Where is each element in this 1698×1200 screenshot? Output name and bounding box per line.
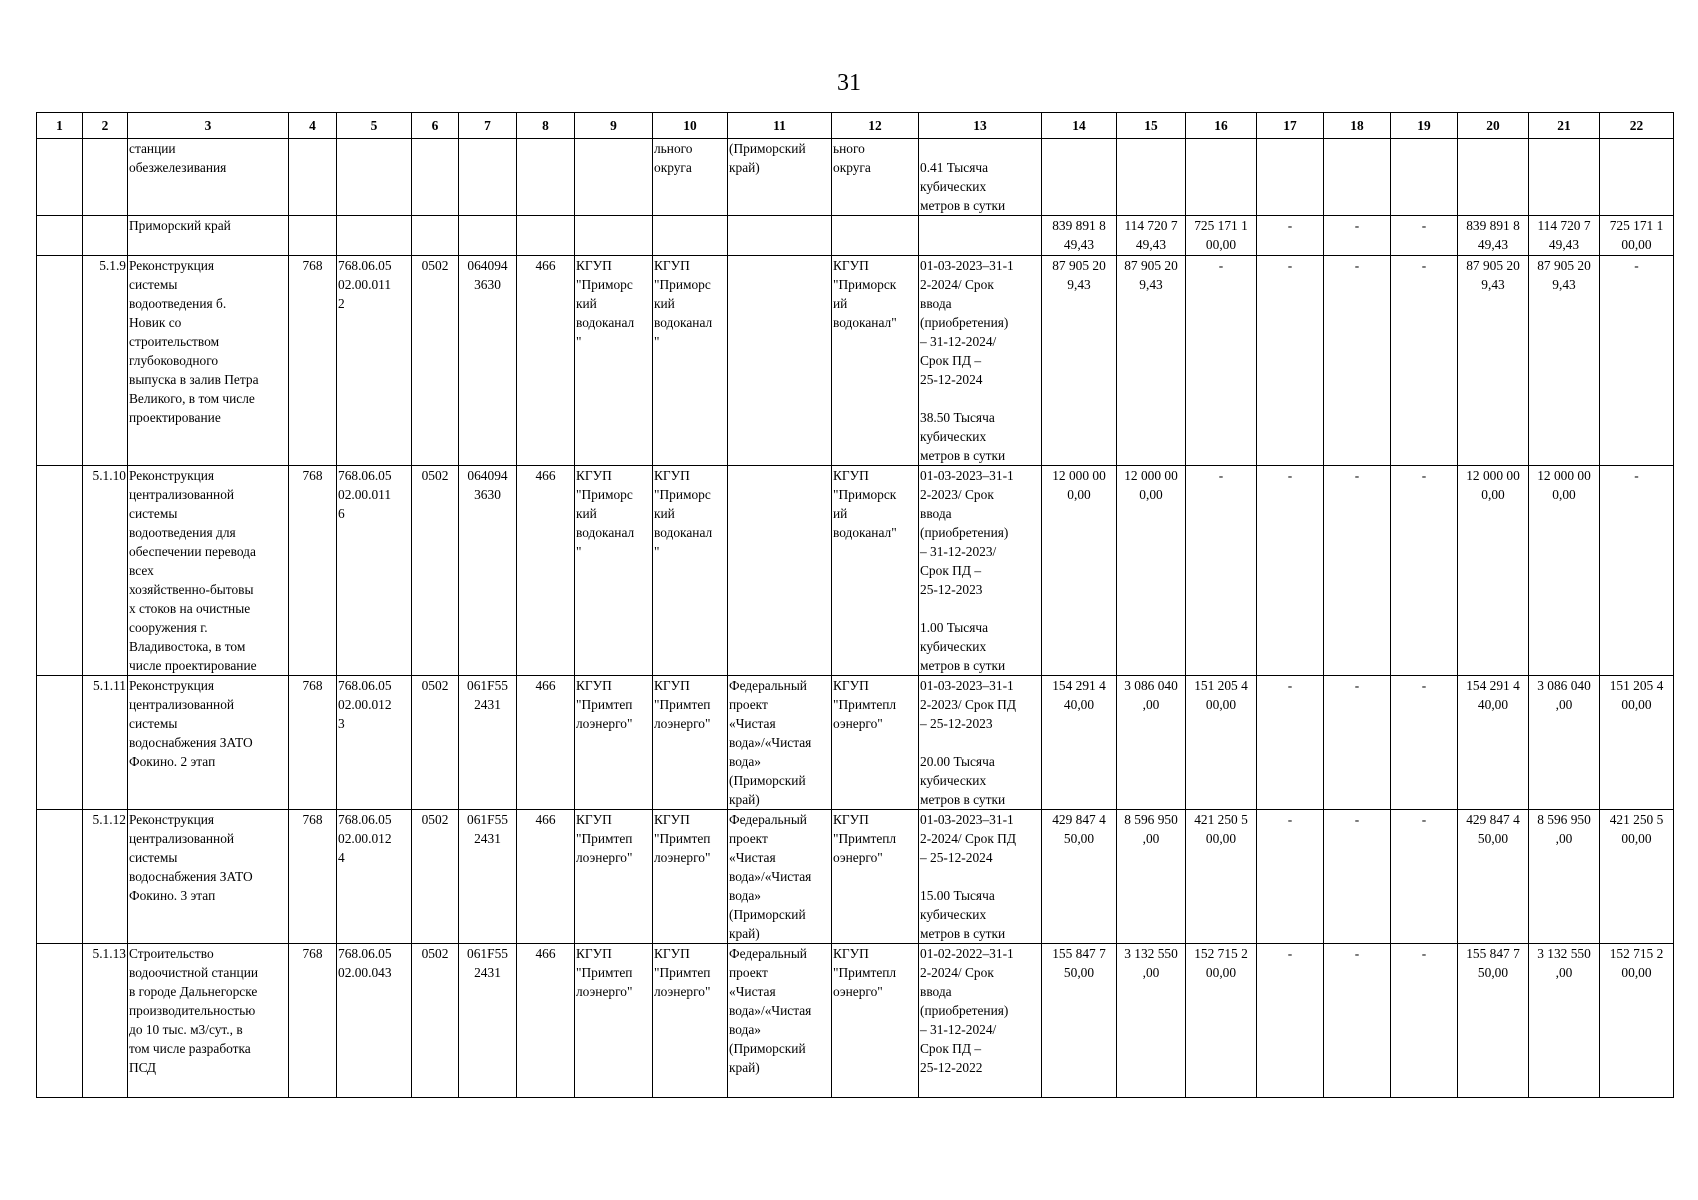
- cell-col18: -: [1324, 944, 1391, 1098]
- table-row: [37, 676, 1674, 810]
- cell-project: Федеральный проект «Чистая вода»/«Чистая вода» (Приморский край): [728, 676, 832, 810]
- cell-col1: [37, 466, 83, 676]
- table-row: [37, 216, 1674, 256]
- cell-section: 0502: [412, 676, 459, 810]
- column-header: 20: [1458, 113, 1529, 139]
- cell-regional-2: 152 715 2 00,00: [1600, 944, 1674, 1098]
- cell-kbk: 768.06.05 02.00.043: [337, 944, 412, 1098]
- cell-total-2: 155 847 7 50,00: [1458, 944, 1529, 1098]
- cell-col18: -: [1324, 216, 1391, 256]
- cell-total-2: 87 905 20 9,43: [1458, 256, 1529, 466]
- cell-col19: -: [1391, 466, 1458, 676]
- cell-customer: КГУП "Приморс кий водоканал ": [575, 256, 653, 466]
- cell-federal-2: 3 132 550 ,00: [1529, 944, 1600, 1098]
- cell-operator: КГУП "Примтепл оэнерго": [832, 810, 919, 944]
- cell-expense-type: 466: [517, 810, 575, 944]
- cell-object-name: Строительство водоочистной станции в городе Дальнегорске производительностью до 10 тыс. м3/сут., в том числе разработка ПСД: [128, 944, 289, 1098]
- cell-operator: КГУП "Приморск ий водоканал": [832, 256, 919, 466]
- cell-section: 0502: [412, 466, 459, 676]
- cell-gp-code: [289, 139, 337, 216]
- cell-total: 154 291 4 40,00: [1042, 676, 1117, 810]
- cell-gp-code: 768: [289, 810, 337, 944]
- cell-kbk: [337, 139, 412, 216]
- cell-gp-code: 768: [289, 466, 337, 676]
- column-header: 15: [1117, 113, 1186, 139]
- column-header: 19: [1391, 113, 1458, 139]
- cell-project: [728, 466, 832, 676]
- cell-project: (Приморский край): [728, 139, 832, 216]
- cell-number: [83, 216, 128, 256]
- cell-customer: КГУП "Примтеп лоэнерго": [575, 944, 653, 1098]
- cell-section: 0502: [412, 944, 459, 1098]
- cell-regional: 152 715 2 00,00: [1186, 944, 1257, 1098]
- cell-gp-code: 768: [289, 944, 337, 1098]
- cell-object-name: Реконструкция системы водоотведения б. Новик со строительством глубоководного выпуска в залив Петра Великого, в том числе проектирование: [128, 256, 289, 466]
- cell-regional-2: 725 171 1 00,00: [1600, 216, 1674, 256]
- cell-col17: [1257, 139, 1324, 216]
- column-header: 11: [728, 113, 832, 139]
- cell-col17: -: [1257, 256, 1324, 466]
- cell-expense-type: 466: [517, 944, 575, 1098]
- column-header: 3: [128, 113, 289, 139]
- cell-object-name: Реконструкция централизованной системы водоснабжения ЗАТО Фокино. 3 этап: [128, 810, 289, 944]
- table-row: [37, 810, 1674, 944]
- cell-regional: 725 171 1 00,00: [1186, 216, 1257, 256]
- cell-target-article: [459, 216, 517, 256]
- cell-project: [728, 216, 832, 256]
- cell-col19: -: [1391, 216, 1458, 256]
- cell-expense-type: 466: [517, 256, 575, 466]
- cell-federal: [1117, 139, 1186, 216]
- cell-federal: 114 720 7 49,43: [1117, 216, 1186, 256]
- column-header: 13: [919, 113, 1042, 139]
- page-number: 31: [837, 70, 861, 96]
- cell-col17: -: [1257, 466, 1324, 676]
- cell-col1: [37, 139, 83, 216]
- cell-regional-2: -: [1600, 256, 1674, 466]
- cell-total-2: [1458, 139, 1529, 216]
- cell-col18: -: [1324, 466, 1391, 676]
- cell-col19: -: [1391, 810, 1458, 944]
- cell-section: [412, 216, 459, 256]
- cell-object-name: Приморский край: [128, 216, 289, 256]
- column-header: 7: [459, 113, 517, 139]
- cell-dates-capacity: 01-03-2023–31-1 2-2023/ Срок ПД – 25-12-2023 20.00 Тысяча кубических метров в сутки: [919, 676, 1042, 810]
- column-header: 18: [1324, 113, 1391, 139]
- cell-project: Федеральный проект «Чистая вода»/«Чистая вода» (Приморский край): [728, 944, 832, 1098]
- cell-total-2: 154 291 4 40,00: [1458, 676, 1529, 810]
- cell-regional-2: 421 250 5 00,00: [1600, 810, 1674, 944]
- cell-gp-code: 768: [289, 676, 337, 810]
- cell-operator: КГУП "Примтепл оэнерго": [832, 944, 919, 1098]
- table-row: [37, 944, 1674, 1098]
- cell-number: [83, 139, 128, 216]
- column-header: 22: [1600, 113, 1674, 139]
- cell-dates-capacity: [919, 216, 1042, 256]
- cell-expense-type: [517, 139, 575, 216]
- cell-target-article: [459, 139, 517, 216]
- cell-section: 0502: [412, 256, 459, 466]
- cell-regional: 421 250 5 00,00: [1186, 810, 1257, 944]
- cell-col1: [37, 944, 83, 1098]
- cell-col17: -: [1257, 676, 1324, 810]
- cell-col19: -: [1391, 944, 1458, 1098]
- cell-regional: [1186, 139, 1257, 216]
- cell-expense-type: 466: [517, 466, 575, 676]
- cell-target-article: 061F55 2431: [459, 810, 517, 944]
- cell-developer: льного округа: [653, 139, 728, 216]
- cell-regional: -: [1186, 466, 1257, 676]
- header-row: [37, 113, 1674, 139]
- cell-federal-2: [1529, 139, 1600, 216]
- column-header: 21: [1529, 113, 1600, 139]
- cell-developer: КГУП "Приморс кий водоканал ": [653, 256, 728, 466]
- cell-total: 839 891 8 49,43: [1042, 216, 1117, 256]
- cell-col18: -: [1324, 256, 1391, 466]
- cell-target-article: 064094 3630: [459, 256, 517, 466]
- cell-federal: 3 132 550 ,00: [1117, 944, 1186, 1098]
- cell-operator: КГУП "Примтепл оэнерго": [832, 676, 919, 810]
- cell-number: 5.1.10: [83, 466, 128, 676]
- cell-target-article: 061F55 2431: [459, 676, 517, 810]
- column-header: 1: [37, 113, 83, 139]
- column-header: 17: [1257, 113, 1324, 139]
- cell-number: 5.1.13: [83, 944, 128, 1098]
- cell-regional-2: -: [1600, 466, 1674, 676]
- table-row: [37, 139, 1674, 216]
- cell-project: Федеральный проект «Чистая вода»/«Чистая вода» (Приморский край): [728, 810, 832, 944]
- cell-total: 429 847 4 50,00: [1042, 810, 1117, 944]
- cell-col19: -: [1391, 676, 1458, 810]
- cell-dates-capacity: 01-03-2023–31-1 2-2023/ Срок ввода (приобретения) – 31-12-2023/ Срок ПД – 25-12-2023 1.00 Тысяча кубических метров в сутки: [919, 466, 1042, 676]
- column-header: 14: [1042, 113, 1117, 139]
- cell-federal-2: 12 000 00 0,00: [1529, 466, 1600, 676]
- cell-federal: 8 596 950 ,00: [1117, 810, 1186, 944]
- cell-customer: [575, 139, 653, 216]
- cell-col1: [37, 256, 83, 466]
- column-header: 9: [575, 113, 653, 139]
- table-row: [37, 466, 1674, 676]
- cell-gp-code: 768: [289, 256, 337, 466]
- cell-developer: КГУП "Примтеп лоэнерго": [653, 810, 728, 944]
- cell-number: 5.1.12: [83, 810, 128, 944]
- cell-kbk: 768.06.05 02.00.012 4: [337, 810, 412, 944]
- cell-regional: -: [1186, 256, 1257, 466]
- cell-kbk: 768.06.05 02.00.011 2: [337, 256, 412, 466]
- cell-total-2: 839 891 8 49,43: [1458, 216, 1529, 256]
- cell-operator: [832, 216, 919, 256]
- column-header: 12: [832, 113, 919, 139]
- cell-federal: 3 086 040 ,00: [1117, 676, 1186, 810]
- cell-col17: -: [1257, 810, 1324, 944]
- cell-federal-2: 87 905 20 9,43: [1529, 256, 1600, 466]
- cell-federal-2: 3 086 040 ,00: [1529, 676, 1600, 810]
- cell-dates-capacity: 0.41 Тысяча кубических метров в сутки: [919, 139, 1042, 216]
- cell-developer: КГУП "Примтеп лоэнерго": [653, 676, 728, 810]
- cell-regional-2: 151 205 4 00,00: [1600, 676, 1674, 810]
- cell-total: [1042, 139, 1117, 216]
- cell-dates-capacity: 01-03-2023–31-1 2-2024/ Срок ПД – 25-12-2024 15.00 Тысяча кубических метров в сутки: [919, 810, 1042, 944]
- cell-col18: [1324, 139, 1391, 216]
- cell-kbk: [337, 216, 412, 256]
- cell-col1: [37, 810, 83, 944]
- cell-operator: ьного округа: [832, 139, 919, 216]
- cell-number: 5.1.9: [83, 256, 128, 466]
- cell-federal: 87 905 20 9,43: [1117, 256, 1186, 466]
- column-header: 6: [412, 113, 459, 139]
- data-table: [36, 112, 1674, 1098]
- column-header: 4: [289, 113, 337, 139]
- cell-federal: 12 000 00 0,00: [1117, 466, 1186, 676]
- cell-customer: КГУП "Примтеп лоэнерго": [575, 676, 653, 810]
- cell-total: 87 905 20 9,43: [1042, 256, 1117, 466]
- cell-expense-type: 466: [517, 676, 575, 810]
- cell-total: 155 847 7 50,00: [1042, 944, 1117, 1098]
- cell-regional: 151 205 4 00,00: [1186, 676, 1257, 810]
- cell-kbk: 768.06.05 02.00.012 3: [337, 676, 412, 810]
- cell-expense-type: [517, 216, 575, 256]
- column-header: 5: [337, 113, 412, 139]
- cell-col1: [37, 216, 83, 256]
- cell-dates-capacity: 01-02-2022–31-1 2-2024/ Срок ввода (приобретения) – 31-12-2024/ Срок ПД – 25-12-2022: [919, 944, 1042, 1098]
- cell-developer: КГУП "Приморс кий водоканал ": [653, 466, 728, 676]
- cell-section: [412, 139, 459, 216]
- cell-dates-capacity: 01-03-2023–31-1 2-2024/ Срок ввода (приобретения) – 31-12-2024/ Срок ПД – 25-12-2024 38.50 Тысяча кубических метров в сутки: [919, 256, 1042, 466]
- cell-customer: [575, 216, 653, 256]
- cell-object-name: станции обезжелезивания: [128, 139, 289, 216]
- cell-total-2: 12 000 00 0,00: [1458, 466, 1529, 676]
- cell-col19: [1391, 139, 1458, 216]
- cell-project: [728, 256, 832, 466]
- cell-developer: КГУП "Примтеп лоэнерго": [653, 944, 728, 1098]
- cell-object-name: Реконструкция централизованной системы водоотведения для обеспечении перевода всех хозяйственно-бытовы х стоков на очистные сооружения г. Владивостока, в том числе проектирование: [128, 466, 289, 676]
- cell-developer: [653, 216, 728, 256]
- cell-col19: -: [1391, 256, 1458, 466]
- cell-target-article: 061F55 2431: [459, 944, 517, 1098]
- cell-col18: -: [1324, 676, 1391, 810]
- cell-regional-2: [1600, 139, 1674, 216]
- cell-federal-2: 114 720 7 49,43: [1529, 216, 1600, 256]
- column-header: 2: [83, 113, 128, 139]
- cell-col17: -: [1257, 944, 1324, 1098]
- cell-customer: КГУП "Приморс кий водоканал ": [575, 466, 653, 676]
- table-row: [37, 256, 1674, 466]
- cell-col17: -: [1257, 216, 1324, 256]
- cell-operator: КГУП "Приморск ий водоканал": [832, 466, 919, 676]
- cell-section: 0502: [412, 810, 459, 944]
- cell-total-2: 429 847 4 50,00: [1458, 810, 1529, 944]
- column-header: 16: [1186, 113, 1257, 139]
- cell-object-name: Реконструкция централизованной системы водоснабжения ЗАТО Фокино. 2 этап: [128, 676, 289, 810]
- cell-gp-code: [289, 216, 337, 256]
- cell-target-article: 064094 3630: [459, 466, 517, 676]
- cell-kbk: 768.06.05 02.00.011 6: [337, 466, 412, 676]
- cell-col18: -: [1324, 810, 1391, 944]
- cell-customer: КГУП "Примтеп лоэнерго": [575, 810, 653, 944]
- column-header: 8: [517, 113, 575, 139]
- cell-federal-2: 8 596 950 ,00: [1529, 810, 1600, 944]
- cell-total: 12 000 00 0,00: [1042, 466, 1117, 676]
- cell-col1: [37, 676, 83, 810]
- cell-number: 5.1.11: [83, 676, 128, 810]
- column-header: 10: [653, 113, 728, 139]
